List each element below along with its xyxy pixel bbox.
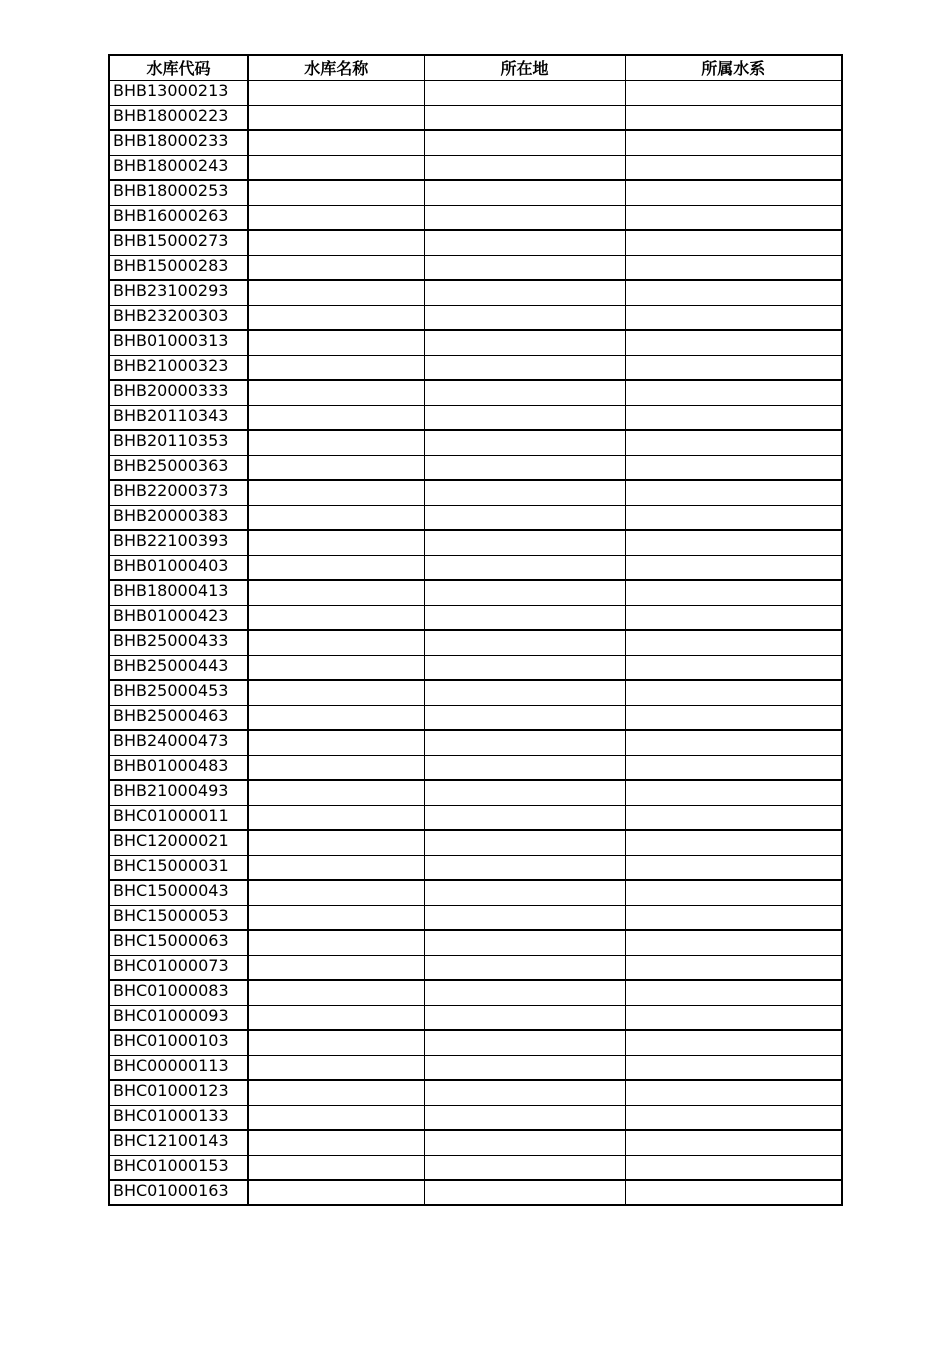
cell-location <box>424 980 625 1005</box>
cell-river-system <box>625 730 842 755</box>
table-row <box>109 555 842 580</box>
cell-location <box>424 830 625 855</box>
cell-reservoir-name <box>248 355 424 380</box>
cell-river-system <box>625 380 842 405</box>
cell-river-system <box>625 855 842 880</box>
cell-location <box>424 955 625 980</box>
cell-reservoir-name <box>248 830 424 855</box>
table-row <box>109 705 842 730</box>
cell-location <box>424 530 625 555</box>
cell-reservoir-name <box>248 405 424 430</box>
table-row <box>109 130 842 155</box>
cell-river-system <box>625 230 842 255</box>
table-row <box>109 355 842 380</box>
table-row <box>109 1105 842 1130</box>
cell-river-system <box>625 705 842 730</box>
table-row <box>109 505 842 530</box>
cell-river-system <box>625 255 842 280</box>
cell-river-system <box>625 655 842 680</box>
table-row <box>109 1030 842 1055</box>
cell-reservoir-code: BHB20110343 <box>109 405 248 430</box>
table-row <box>109 930 842 955</box>
cell-location <box>424 505 625 530</box>
table-row <box>109 530 842 555</box>
cell-reservoir-code: BHB20110353 <box>109 430 248 455</box>
cell-location <box>424 305 625 330</box>
cell-reservoir-code: BHB01000483 <box>109 755 248 780</box>
table-row <box>109 330 842 355</box>
cell-reservoir-code: BHC12100143 <box>109 1130 248 1155</box>
cell-reservoir-code: BHB21000493 <box>109 780 248 805</box>
cell-river-system <box>625 755 842 780</box>
cell-location <box>424 1080 625 1105</box>
cell-reservoir-name <box>248 605 424 630</box>
cell-location <box>424 405 625 430</box>
cell-reservoir-name <box>248 655 424 680</box>
table-row <box>109 1005 842 1030</box>
cell-reservoir-code: BHC15000031 <box>109 855 248 880</box>
cell-reservoir-code: BHB23200303 <box>109 305 248 330</box>
cell-location <box>424 1155 625 1180</box>
cell-reservoir-code: BHC15000043 <box>109 880 248 905</box>
cell-reservoir-name <box>248 1180 424 1205</box>
cell-river-system <box>625 930 842 955</box>
cell-reservoir-code: BHC01000083 <box>109 980 248 1005</box>
table-row <box>109 105 842 130</box>
cell-reservoir-name <box>248 505 424 530</box>
cell-reservoir-name <box>248 130 424 155</box>
cell-river-system <box>625 130 842 155</box>
cell-reservoir-name <box>248 955 424 980</box>
cell-reservoir-name <box>248 1130 424 1155</box>
cell-location <box>424 330 625 355</box>
cell-location <box>424 280 625 305</box>
cell-reservoir-name <box>248 1030 424 1055</box>
table-row <box>109 755 842 780</box>
cell-reservoir-name <box>248 730 424 755</box>
table-row <box>109 830 842 855</box>
cell-reservoir-code: BHB20000383 <box>109 505 248 530</box>
cell-location <box>424 105 625 130</box>
cell-river-system <box>625 905 842 930</box>
cell-reservoir-code: BHB25000443 <box>109 655 248 680</box>
cell-location <box>424 930 625 955</box>
cell-reservoir-code: BHB25000453 <box>109 680 248 705</box>
cell-river-system <box>625 830 842 855</box>
cell-reservoir-name <box>248 430 424 455</box>
cell-reservoir-code: BHC01000093 <box>109 1005 248 1030</box>
table-row <box>109 630 842 655</box>
cell-reservoir-code: BHC01000103 <box>109 1030 248 1055</box>
table-row <box>109 855 842 880</box>
cell-river-system <box>625 1155 842 1180</box>
table-row <box>109 180 842 205</box>
cell-reservoir-name <box>248 1080 424 1105</box>
table-row <box>109 230 842 255</box>
cell-location <box>424 480 625 505</box>
cell-location <box>424 630 625 655</box>
cell-reservoir-code: BHC15000053 <box>109 905 248 930</box>
cell-reservoir-name <box>248 330 424 355</box>
cell-location <box>424 655 625 680</box>
cell-location <box>424 730 625 755</box>
cell-reservoir-name <box>248 880 424 905</box>
cell-reservoir-name <box>248 555 424 580</box>
cell-reservoir-name <box>248 630 424 655</box>
cell-river-system <box>625 980 842 1005</box>
cell-reservoir-name <box>248 905 424 930</box>
cell-reservoir-name <box>248 780 424 805</box>
table-row <box>109 80 842 105</box>
cell-river-system <box>625 1130 842 1155</box>
cell-reservoir-name <box>248 280 424 305</box>
cell-location <box>424 1030 625 1055</box>
cell-reservoir-code: BHB25000433 <box>109 630 248 655</box>
cell-reservoir-name <box>248 155 424 180</box>
cell-reservoir-name <box>248 1055 424 1080</box>
cell-river-system <box>625 580 842 605</box>
cell-location <box>424 680 625 705</box>
cell-river-system <box>625 1105 842 1130</box>
header-river-system: 所属水系 <box>625 55 842 80</box>
cell-reservoir-code: BHB16000263 <box>109 205 248 230</box>
table-row <box>109 1130 842 1155</box>
cell-river-system <box>625 505 842 530</box>
cell-location <box>424 355 625 380</box>
cell-reservoir-name <box>248 1005 424 1030</box>
cell-location <box>424 255 625 280</box>
cell-location <box>424 580 625 605</box>
table-row <box>109 455 842 480</box>
table-row <box>109 480 842 505</box>
cell-river-system <box>625 1180 842 1205</box>
cell-reservoir-code: BHB01000403 <box>109 555 248 580</box>
table-row <box>109 980 842 1005</box>
cell-reservoir-name <box>248 455 424 480</box>
header-location: 所在地 <box>424 55 625 80</box>
table-row <box>109 405 842 430</box>
cell-reservoir-code: BHB18000243 <box>109 155 248 180</box>
cell-reservoir-name <box>248 530 424 555</box>
cell-location <box>424 1005 625 1030</box>
cell-reservoir-name <box>248 755 424 780</box>
cell-river-system <box>625 555 842 580</box>
table-row <box>109 305 842 330</box>
cell-river-system <box>625 180 842 205</box>
cell-reservoir-code: BHC00000113 <box>109 1055 248 1080</box>
cell-reservoir-code: BHB25000463 <box>109 705 248 730</box>
cell-reservoir-code: BHB01000313 <box>109 330 248 355</box>
cell-reservoir-code: BHB15000273 <box>109 230 248 255</box>
cell-reservoir-name <box>248 230 424 255</box>
table-body <box>109 80 842 1205</box>
cell-reservoir-name <box>248 930 424 955</box>
cell-river-system <box>625 480 842 505</box>
table-row <box>109 880 842 905</box>
cell-location <box>424 230 625 255</box>
cell-reservoir-code: BHB22100393 <box>109 530 248 555</box>
cell-reservoir-name <box>248 1105 424 1130</box>
table-row <box>109 605 842 630</box>
cell-reservoir-code: BHB23100293 <box>109 280 248 305</box>
cell-reservoir-name <box>248 805 424 830</box>
cell-location <box>424 1180 625 1205</box>
cell-river-system <box>625 430 842 455</box>
cell-location <box>424 1130 625 1155</box>
cell-river-system <box>625 80 842 105</box>
cell-reservoir-code: BHC01000163 <box>109 1180 248 1205</box>
cell-river-system <box>625 880 842 905</box>
reservoir-table <box>108 54 843 1206</box>
cell-river-system <box>625 1005 842 1030</box>
cell-reservoir-name <box>248 480 424 505</box>
cell-location <box>424 205 625 230</box>
cell-reservoir-code: BHB24000473 <box>109 730 248 755</box>
cell-river-system <box>625 205 842 230</box>
table-row <box>109 280 842 305</box>
cell-location <box>424 905 625 930</box>
cell-river-system <box>625 305 842 330</box>
cell-reservoir-name <box>248 580 424 605</box>
table-row <box>109 680 842 705</box>
cell-location <box>424 155 625 180</box>
cell-river-system <box>625 780 842 805</box>
cell-location <box>424 605 625 630</box>
cell-reservoir-name <box>248 380 424 405</box>
table-row <box>109 805 842 830</box>
cell-river-system <box>625 405 842 430</box>
cell-location <box>424 880 625 905</box>
cell-river-system <box>625 155 842 180</box>
cell-location <box>424 130 625 155</box>
table-row <box>109 155 842 180</box>
cell-reservoir-name <box>248 855 424 880</box>
cell-reservoir-code: BHB18000413 <box>109 580 248 605</box>
cell-location <box>424 855 625 880</box>
table-row <box>109 730 842 755</box>
cell-river-system <box>625 805 842 830</box>
cell-reservoir-code: BHB22000373 <box>109 480 248 505</box>
cell-reservoir-code: BHC01000073 <box>109 955 248 980</box>
cell-river-system <box>625 455 842 480</box>
cell-location <box>424 780 625 805</box>
cell-location <box>424 430 625 455</box>
cell-river-system <box>625 530 842 555</box>
cell-reservoir-code: BHB01000423 <box>109 605 248 630</box>
cell-river-system <box>625 1055 842 1080</box>
table-row <box>109 380 842 405</box>
cell-river-system <box>625 330 842 355</box>
table-row <box>109 430 842 455</box>
cell-location <box>424 755 625 780</box>
cell-reservoir-code: BHB18000253 <box>109 180 248 205</box>
cell-river-system <box>625 630 842 655</box>
cell-reservoir-code: BHC12000021 <box>109 830 248 855</box>
table-row <box>109 255 842 280</box>
cell-location <box>424 1105 625 1130</box>
cell-reservoir-name <box>248 255 424 280</box>
cell-river-system <box>625 1080 842 1105</box>
cell-river-system <box>625 105 842 130</box>
table-row <box>109 655 842 680</box>
cell-reservoir-code: BHB18000233 <box>109 130 248 155</box>
cell-reservoir-name <box>248 180 424 205</box>
cell-reservoir-code: BHB21000323 <box>109 355 248 380</box>
cell-river-system <box>625 955 842 980</box>
header-reservoir-name: 水库名称 <box>248 55 424 80</box>
cell-reservoir-name <box>248 80 424 105</box>
cell-reservoir-name <box>248 205 424 230</box>
table-row <box>109 205 842 230</box>
cell-location <box>424 455 625 480</box>
cell-river-system <box>625 1030 842 1055</box>
cell-reservoir-code: BHC15000063 <box>109 930 248 955</box>
cell-location <box>424 705 625 730</box>
cell-reservoir-code: BHB13000213 <box>109 80 248 105</box>
cell-reservoir-name <box>248 680 424 705</box>
table-row <box>109 1155 842 1180</box>
cell-reservoir-name <box>248 305 424 330</box>
table-row <box>109 580 842 605</box>
cell-river-system <box>625 680 842 705</box>
cell-river-system <box>625 605 842 630</box>
cell-reservoir-code: BHB25000363 <box>109 455 248 480</box>
cell-location <box>424 180 625 205</box>
table-row <box>109 1055 842 1080</box>
cell-reservoir-name <box>248 705 424 730</box>
cell-location <box>424 1055 625 1080</box>
cell-river-system <box>625 355 842 380</box>
cell-reservoir-code: BHC01000123 <box>109 1080 248 1105</box>
cell-river-system <box>625 280 842 305</box>
cell-location <box>424 80 625 105</box>
table-row <box>109 955 842 980</box>
cell-reservoir-name <box>248 980 424 1005</box>
table-row <box>109 780 842 805</box>
cell-reservoir-code: BHC01000011 <box>109 805 248 830</box>
header-reservoir-code: 水库代码 <box>109 55 248 80</box>
cell-location <box>424 380 625 405</box>
cell-reservoir-name <box>248 105 424 130</box>
cell-reservoir-code: BHC01000153 <box>109 1155 248 1180</box>
cell-reservoir-name <box>248 1155 424 1180</box>
cell-location <box>424 555 625 580</box>
table-row <box>109 905 842 930</box>
cell-location <box>424 805 625 830</box>
cell-reservoir-code: BHB18000223 <box>109 105 248 130</box>
cell-reservoir-code: BHB20000333 <box>109 380 248 405</box>
cell-reservoir-code: BHC01000133 <box>109 1105 248 1130</box>
cell-reservoir-code: BHB15000283 <box>109 255 248 280</box>
table-row <box>109 1180 842 1205</box>
header-row <box>109 55 842 80</box>
table-row <box>109 1080 842 1105</box>
